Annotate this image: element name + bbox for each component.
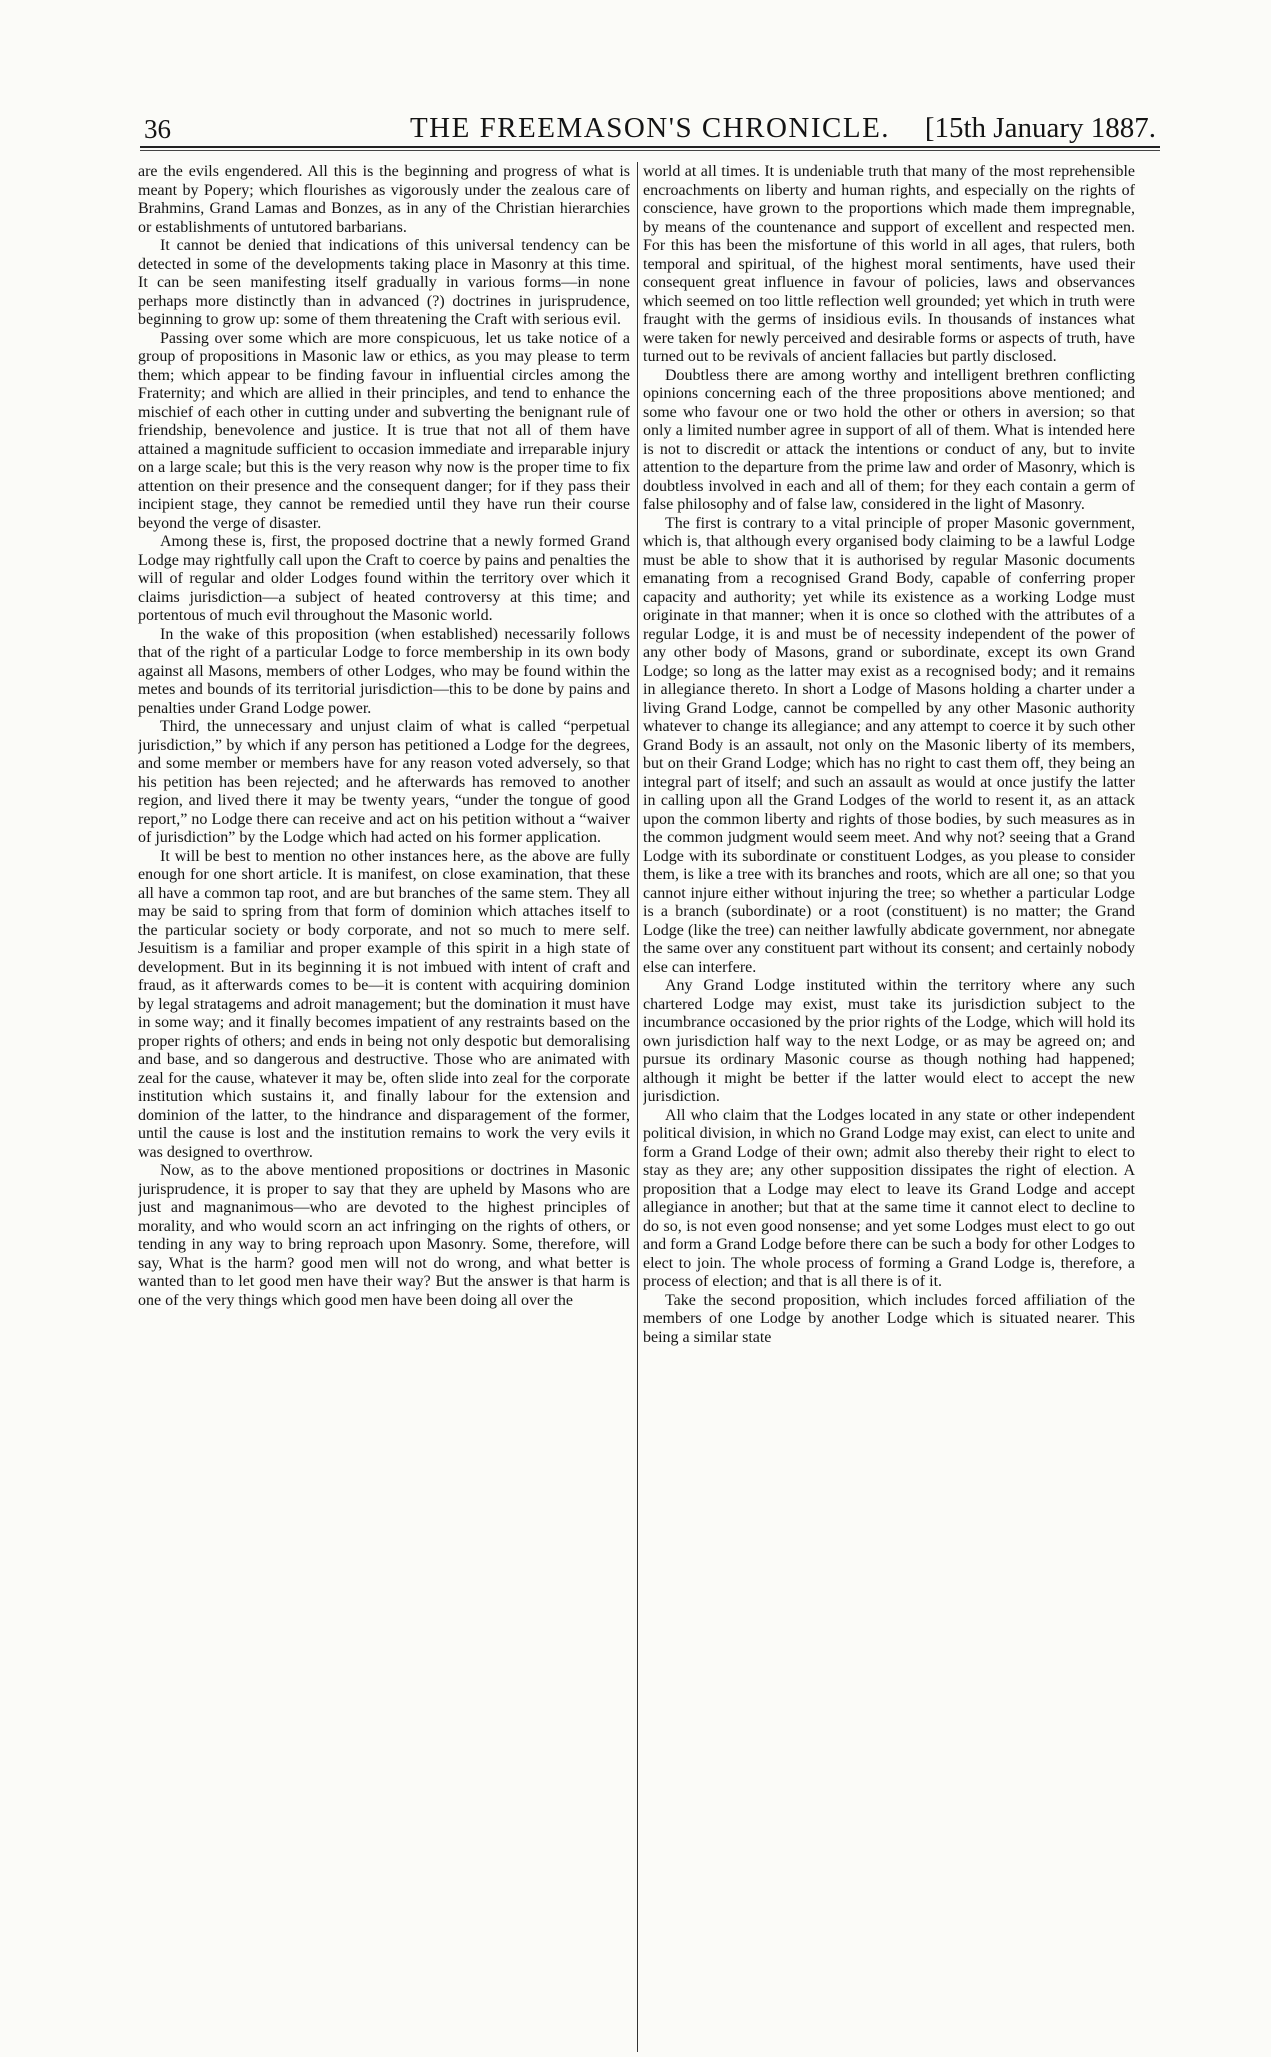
header-rule: [140, 146, 1160, 148]
paragraph: Now, as to the above mentioned propositions or doctrines in Masonic jurisprudence, it is proper to say that they are upheld by Masons who are just and magnanimous—who are devoted to the highest principles of morality, and who would scorn an act infringing on the rights of others, or tending in any way to bring reproach upon Masonry. Some, therefore, will say, What is the harm? good men will not do wrong, and what better is wanted than to let good men have their way? But the answer is that harm is one of the very things which good men have been doing all over the: [138, 1162, 630, 1309]
paragraph: Doubtless there are among worthy and intelligent brethren conflicting opinions concerning each of the three propositions above mentioned; and some who favour one or two hold the other or others in aversion; so that only a limited number agree in support of all of them. What is intended here is not to discredit or attack the intentions or conduct of any, but to invite attention to the departure from the prime law and order of Masonry, which is doubtless involved in each and all of them; for they each contain a germ of false philosophy and of false law, considered in the light of Masonry.: [643, 366, 1135, 513]
paragraph: Passing over some which are more conspicuous, let us take notice of a group of propositions in Masonic law or ethics, as you may please to term them; which appear to be finding favour in influential circles among the Fraternity; and which are allied in their principles, and tend to enhance the mischief of each other in cutting under and subverting the benignant rule of friendship, benevolence and justice. It is true that not all of them have attained a magnitude sufficient to occasion immediate and irreparable injury on a large scale; but this is the very reason why now is the proper time to fix attention on their presence and the consequent danger; for if they pass their incipient stage, they cannot be remedied until they have run their course beyond the verge of disaster.: [138, 329, 630, 532]
paragraph: The first is contrary to a vital principle of proper Masonic government, which is, that although every organised body claiming to be a lawful Lodge must be able to show that it is authorised by regular Masonic documents emanating from a recognised Grand Body, capable of conferring proper capacity and authority; yet while its existence as a working Lodge must originate in that manner; when it is once so clothed with the attributes of a regular Lodge, it is and must be of necessity independent of the power of any other body of Masons, grand or subordinate, except its own Grand Lodge; so long as the latter may exist as a recognised body; and it remains in allegiance thereto. In short a Lodge of Masons holding a charter under a living Grand Lodge, cannot be compelled by any other Masonic authority whatever to change its allegiance; and any attempt to coerce it by such other Grand Body is an assault, not only on the Masonic liberty of its members, but on their Grand Lodge; which has no right to cast them off, they being an integral part of itself; and such an assault as would at once justify the latter in calling upon all the Grand Lodges of the world to resent it, as an attack upon the common liberty and rights of those bodies, by such measures as in the common judgment would seem meet. And why not? seeing that a Grand Lodge with its subordinate or constituent Lodges, as you please to consider them, is like a tree with its branches and roots, which are all one; so that you cannot injure either without injuring the tree; so whether a particular Lodge is a branch (subordinate) or a root (constituent) is no matter; the Grand Lodge (like the tree) can neither lawfully abdicate government, nor abnegate the same over any constituent part without its consent; and certainly nobody else can interfere.: [643, 514, 1135, 976]
page-header: [140, 108, 1160, 148]
page-number: 36: [144, 114, 171, 144]
right-column: [643, 163, 1135, 2051]
paragraph: are the evils engendered. All this is the beginning and progress of what is meant by Popery; which flourishes as vigorously under the zealous care of Brahmins, Grand Lamas and Bonzes, as in any of the Christian hierarchies or establishments of untutored barbarians.: [138, 163, 630, 236]
paragraph: It will be best to mention no other instances here, as the above are fully enough for one short article. It is manifest, on close examination, that these all have a common tap root, and are but branches of the same stem. They all may be said to spring from that form of dominion which attaches itself to the particular society or body corporate, and not so much to mere self. Jesuitism is a familiar and proper example of this spirit in a high state of development. But in its beginning it is not imbued with intent of craft and fraud, as it afterwards comes to be—it is content with acquiring dominion by legal stratagems and adroit management; but the domination it must have in some way; and it finally becomes impatient of any restraints based on the proper rights of others; and ends in being not only despotic but demoralising and base, and so dangerous and destructive. Those who are animated with zeal for the cause, whatever it may be, often slide into zeal for the corporate institution which sustains it, and finally labour for the extension and dominion of the latter, to the hindrance and disparagement of the former, until the cause is lost and the institution remains to work the very evils it was designed to overthrow.: [138, 847, 630, 1161]
paragraph: world at all times. It is undeniable truth that many of the most reprehensible encroachments on liberty and human rights, and especially on the rights of conscience, have grown to the proportions which made them impregnable, by means of the countenance and support of excellent and respected men. For this has been the misfortune of this world in all ages, that rulers, both temporal and spiritual, of the highest moral sentiments, have used their consequent great influence in favour of policies, laws and observances which seemed on too little reflection well grounded; yet which in truth were fraught with the germs of insidious evils. In thousands of instances what were taken for newly perceived and desirable forms or aspects of truth, have turned out to be revivals of ancient fallacies but partly disclosed.: [643, 163, 1135, 365]
masthead-title: THE FREEMASON'S CHRONICLE.: [409, 112, 891, 144]
paragraph: In the wake of this proposition (when established) necessarily follows that of the right of a particular Lodge to force membership in its own body against all Masons, members of other Lodges, who may be found within the metes and bounds of its territorial jurisdiction—this to be done by pains and penalties under Grand Lodge power.: [138, 625, 630, 717]
paragraph: Take the second proposition, which includes forced affiliation of the members of one Lodge by another Lodge which is situated nearer. This being a similar state: [643, 1291, 1135, 1346]
column-divider: [637, 162, 638, 2052]
left-column: [138, 163, 630, 2051]
paragraph: Among these is, first, the proposed doctrine that a newly formed Grand Lodge may rightfully call upon the Craft to coerce by pains and penalties the will of regular and older Lodges found within the territory over which it claims jurisdiction—a subject of heated controversy at this time; and portentous of much evil throughout the Masonic world.: [138, 533, 630, 624]
paragraph: Third, the unnecessary and unjust claim of what is called “perpetual jurisdiction,” by which if any person has petitioned a Lodge for the degrees, and some member or members have for any reason voted adversely, so that his petition has been rejected; and he afterwards has removed to another region, and lived there it may be twenty years, “under the tongue of good report,” no Lodge there can receive and act on his petition without a “waiver of jurisdiction” by the Lodge which had acted on his former application.: [138, 718, 630, 846]
paragraph: All who claim that the Lodges located in any state or other independent political division, in which no Grand Lodge may exist, can elect to unite and form a Grand Lodge of their own; admit also thereby their right to elect to stay as they are; any other supposition dissipates the right of election. A proposition that a Lodge may elect to leave its Grand Lodge and accept allegiance in another; but that at the same time it cannot elect to decline to do so, is not even good nonsense; and yet some Lodges must elect to go out and form a Grand Lodge before there can be such a body for other Lodges to elect to join. The whole process of forming a Grand Lodge is, therefore, a process of election; and that is all there is of it.: [643, 1106, 1135, 1290]
issue-date: [15th January 1887.: [924, 112, 1156, 144]
header-rule-thin: [140, 150, 1160, 151]
paragraph: Any Grand Lodge instituted within the territory where any such chartered Lodge may exist, must take its jurisdiction subject to the incumbrance occasioned by the prior rights of the Lodge, which will hold its own jurisdiction half way to the next Lodge, or as may be agreed on; and pursue its ordinary Masonic course as though nothing had happened; although it might be better if the latter would elect to accept the new jurisdiction.: [643, 977, 1135, 1105]
paragraph: It cannot be denied that indications of this universal tendency can be detected in some of the developments taking place in Masonry at this time. It can be seen manifesting itself gradually in various forms—in none perhaps more distinctly than in advanced (?) doctrines in jurisprudence, beginning to grow up: some of them threatening the Craft with serious evil.: [138, 237, 630, 328]
